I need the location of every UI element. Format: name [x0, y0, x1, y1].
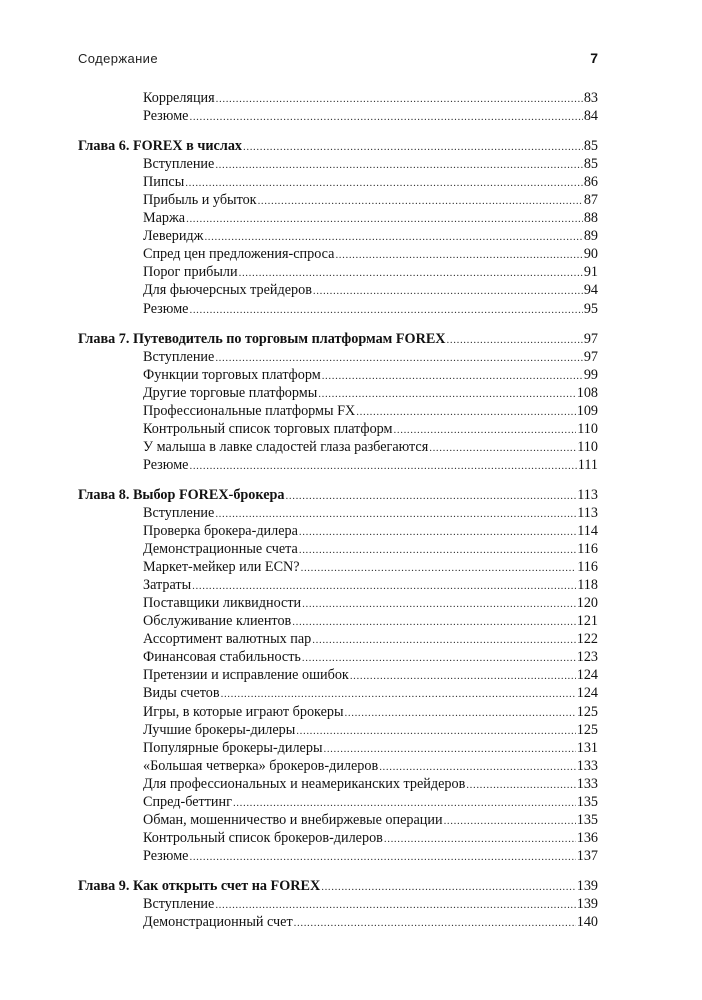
toc-entry-title: «Большая четверка» брокеров-дилеров [143, 757, 379, 774]
toc-entry-title: Демонстрационный счет [143, 914, 293, 931]
dot-leader [318, 385, 575, 403]
toc-entry[interactable] [78, 504, 598, 522]
toc-entry[interactable] [78, 558, 598, 576]
toc-entry[interactable] [78, 263, 598, 281]
toc-entry-title: Профессиональные платформы FX [143, 402, 356, 419]
toc-entry[interactable] [78, 402, 598, 420]
toc-entry[interactable] [78, 384, 598, 402]
toc-entry-title: Спред цен предложения-спроса [143, 246, 335, 263]
toc-entry-page: 133 [576, 757, 598, 774]
toc-entry-page: 89 [583, 228, 598, 245]
toc-entry[interactable] [78, 227, 598, 245]
toc-entry-page: 110 [577, 420, 598, 437]
toc-continued-section [78, 89, 598, 125]
dot-leader [384, 830, 576, 848]
toc-entry[interactable] [78, 895, 598, 913]
toc-entry[interactable] [78, 209, 598, 227]
toc-entry[interactable] [78, 721, 598, 739]
chapter-title: Глава 9. Как открыть счет на FOREX [78, 877, 321, 894]
dot-leader [204, 228, 582, 246]
dot-leader [215, 505, 576, 523]
dot-leader [189, 301, 582, 319]
chapter-page: 85 [583, 138, 598, 155]
dot-leader [258, 192, 583, 210]
chapter-title: Глава 6. FOREX в числах [78, 138, 242, 155]
toc-entry[interactable] [78, 594, 598, 612]
toc-entry-page: 125 [576, 703, 598, 720]
toc-entry[interactable] [78, 612, 598, 630]
toc-entry-title: Резюме [143, 847, 189, 864]
dot-leader [185, 174, 583, 192]
toc-entry-page: 137 [576, 847, 598, 864]
toc-entry-title: Леверидж [143, 228, 204, 245]
toc-entry-page: 90 [583, 246, 598, 263]
toc-entry-title: Претензии и исправление ошибок [143, 667, 349, 684]
chapter-page: 139 [576, 877, 598, 894]
toc-entry[interactable] [78, 281, 598, 299]
toc-entry-page: 94 [583, 282, 598, 299]
chapter-title: Глава 7. Путеводитель по торговым платформам FOREX [78, 330, 446, 347]
toc-entry-page: 133 [576, 775, 598, 792]
toc-entry[interactable] [78, 703, 598, 721]
chapter-page: 97 [583, 330, 598, 347]
toc-entry-title: Вступление [143, 895, 215, 912]
toc-entry-page: 135 [576, 811, 598, 828]
toc-entry-page: 109 [576, 402, 598, 419]
toc-entry-title: Для фьючерсных трейдеров [143, 282, 312, 299]
toc-entry-page: 91 [583, 264, 598, 281]
dot-leader [302, 595, 576, 613]
toc-entry-page: 140 [576, 914, 598, 931]
dot-leader [294, 914, 576, 932]
toc-entry-title: Пипсы [143, 174, 185, 191]
chapter-heading[interactable] [78, 137, 598, 155]
toc-entry-title: Контрольный список торговых платформ [143, 420, 393, 437]
dot-leader [215, 156, 582, 174]
toc-entry-title: Финансовая стабильность [143, 649, 301, 666]
toc-entry-title: Виды счетов [143, 685, 220, 702]
toc-chapter-6 [78, 137, 598, 317]
dot-leader [215, 896, 575, 914]
toc-entry[interactable] [78, 107, 598, 125]
toc-entry-page: 97 [583, 348, 598, 365]
toc-entry[interactable] [78, 684, 598, 702]
dot-leader [379, 758, 576, 776]
toc-entry-page: 124 [576, 667, 598, 684]
toc-entry[interactable] [78, 420, 598, 438]
toc-entry-title: У малыша в лавке сладостей глаза разбегаются [143, 438, 429, 455]
dot-leader [192, 577, 576, 595]
toc-entry-title: Маржа [143, 210, 186, 227]
toc-entry-page: 114 [577, 523, 598, 540]
toc-entry-title: Затраты [143, 577, 192, 594]
dot-leader [243, 138, 583, 156]
toc-entry-title: Обман, мошенничество и внебиржевые операции [143, 811, 443, 828]
toc-entry-page: 121 [576, 613, 598, 630]
dot-leader [345, 704, 576, 722]
dot-leader [189, 848, 575, 866]
dot-leader [299, 523, 576, 541]
page-number: 7 [590, 50, 598, 66]
toc-entry-title: Контрольный список брокеров-дилеров [143, 829, 383, 846]
toc-entry-page: 124 [576, 685, 598, 702]
dot-leader [215, 349, 582, 367]
dot-leader [466, 776, 575, 794]
toc-entry-page: 135 [576, 793, 598, 810]
toc-entry[interactable] [78, 245, 598, 263]
toc-entry-page: 85 [583, 156, 598, 173]
toc-entry-title: Порог прибыли [143, 264, 238, 281]
toc-entry[interactable] [78, 829, 598, 847]
toc-chapter-9 [78, 877, 598, 931]
toc-entry[interactable] [78, 739, 598, 757]
dot-leader [313, 282, 583, 300]
dot-leader [356, 403, 575, 421]
toc-entry[interactable] [78, 456, 598, 474]
dot-leader [447, 331, 583, 349]
toc-entry-title: Спред-беттинг [143, 793, 232, 810]
chapter-heading[interactable] [78, 486, 598, 504]
toc-entry-page: 108 [576, 384, 598, 401]
toc-entry-title: Обслуживание клиентов [143, 613, 292, 630]
toc-entry-page: 87 [583, 192, 598, 209]
toc-entry[interactable] [78, 775, 598, 793]
chapter-page: 113 [577, 486, 598, 503]
toc-entry-title: Функции торговых платформ [143, 366, 321, 383]
toc-entry[interactable] [78, 366, 598, 384]
dot-leader [444, 812, 576, 830]
toc-entry[interactable] [78, 913, 598, 931]
toc-entry-title: Демонстрационные счета [143, 541, 298, 558]
dot-leader [186, 210, 583, 228]
toc-entry[interactable] [78, 576, 598, 594]
toc-entry[interactable] [78, 438, 598, 456]
dot-leader [292, 613, 575, 631]
toc-entry-title: Популярные брокеры-дилеры [143, 739, 323, 756]
toc-entry-title: Проверка брокера-дилера [143, 523, 298, 540]
toc-entry-page: 136 [576, 829, 598, 846]
toc-entry-page: 83 [583, 90, 598, 106]
toc-entry[interactable] [78, 811, 598, 829]
dot-leader [301, 559, 577, 577]
running-header [78, 50, 598, 70]
toc-entry-title: Поставщики ликвидности [143, 595, 302, 612]
dot-leader [296, 722, 575, 740]
dot-leader [429, 439, 576, 457]
chapter-heading[interactable] [78, 330, 598, 348]
toc-entry-page: 113 [577, 504, 598, 521]
toc-entry-title: Для профессиональных и неамериканских трейдеров [143, 775, 466, 792]
toc-entry[interactable] [78, 793, 598, 811]
dot-leader [286, 487, 577, 505]
running-header-title: Содержание [78, 51, 158, 66]
toc-entry-page: 110 [577, 438, 598, 455]
toc-entry[interactable] [78, 155, 598, 173]
toc-entry-page: 88 [583, 210, 598, 227]
toc-entry[interactable] [78, 173, 598, 191]
toc-entry-page: 118 [577, 577, 598, 594]
dot-leader [323, 740, 575, 758]
toc-entry-page: 123 [576, 649, 598, 666]
toc-entry-title: Маркет-мейкер или ECN? [143, 559, 300, 576]
toc-entry-title: Ассортимент валютных пар [143, 631, 312, 648]
dot-leader [216, 90, 583, 108]
toc-entry-page: 120 [576, 595, 598, 612]
toc-entry[interactable] [78, 191, 598, 209]
toc-entry-title: Лучшие брокеры-дилеры [143, 721, 296, 738]
dot-leader [394, 421, 577, 439]
toc-entry-title: Резюме [143, 108, 189, 125]
toc-entry-title: Другие торговые платформы [143, 384, 318, 401]
toc-entry[interactable] [78, 300, 598, 318]
toc-entry[interactable] [78, 630, 598, 648]
dot-leader [302, 649, 576, 667]
toc-entry-page: 116 [577, 559, 598, 576]
toc-entry-page: 125 [576, 721, 598, 738]
dot-leader [312, 631, 575, 649]
dot-leader [233, 794, 576, 812]
toc-entry-title: Резюме [143, 456, 189, 473]
toc-chapter-8 [78, 486, 598, 865]
toc-entry[interactable] [78, 348, 598, 366]
toc-entry-page: 122 [576, 631, 598, 648]
toc-entry[interactable] [78, 757, 598, 775]
dot-leader [322, 367, 583, 385]
chapter-heading[interactable] [78, 877, 598, 895]
toc-entry-page: 84 [583, 108, 598, 125]
toc-entry-title: Резюме [143, 300, 189, 317]
dot-leader [189, 108, 582, 126]
toc-entry[interactable] [78, 89, 598, 107]
toc-entry[interactable] [78, 847, 598, 865]
table-of-contents [78, 89, 598, 943]
chapter-title: Глава 8. Выбор FOREX-брокера [78, 486, 285, 503]
toc-entry-page: 131 [576, 739, 598, 756]
toc-entry-page: 86 [583, 174, 598, 191]
dot-leader [335, 246, 582, 264]
toc-entry-title: Прибыль и убыток [143, 192, 257, 209]
toc-entry-title: Игры, в которые играют брокеры [143, 703, 344, 720]
toc-entry-page: 116 [577, 541, 598, 558]
toc-chapter-7 [78, 330, 598, 474]
toc-entry-title: Вступление [143, 348, 215, 365]
toc-entry[interactable] [78, 648, 598, 666]
dot-leader [350, 667, 576, 685]
dot-leader [321, 878, 576, 896]
toc-entry-title: Вступление [143, 156, 215, 173]
dot-leader [299, 541, 576, 559]
toc-entry[interactable] [78, 540, 598, 558]
toc-entry-title: Корреляция [143, 90, 215, 106]
toc-entry-page: 111 [577, 456, 598, 473]
dot-leader [221, 685, 576, 703]
toc-entry[interactable] [78, 522, 598, 540]
dot-leader [239, 264, 583, 282]
toc-entry[interactable] [78, 666, 598, 684]
toc-entry-title: Вступление [143, 504, 215, 521]
toc-entry-page: 139 [576, 895, 598, 912]
toc-entry-page: 95 [583, 300, 598, 317]
toc-entry-page: 99 [583, 366, 598, 383]
dot-leader [189, 457, 576, 475]
